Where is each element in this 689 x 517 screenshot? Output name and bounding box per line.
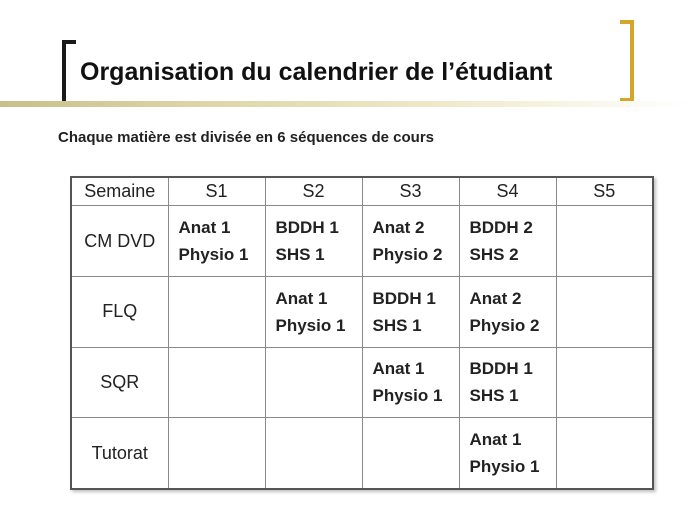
schedule-cell (459, 206, 556, 277)
schedule-table (70, 176, 654, 490)
row-label: SQR (71, 347, 168, 418)
title-underline-rule (0, 101, 689, 107)
slide-title: Organisation du calendrier de l’étudiant (80, 58, 553, 86)
schedule-cell (168, 347, 265, 418)
course-label: Anat 1 (178, 218, 231, 238)
row-label: FLQ (71, 276, 168, 347)
course-label: Anat 1 (372, 359, 425, 379)
schedule-cell (459, 276, 556, 347)
row-label: Tutorat (71, 418, 168, 489)
course-label: Anat 1 (469, 430, 522, 450)
schedule-cell (459, 347, 556, 418)
course-label: Physio 2 (469, 315, 540, 335)
course-label: SHS 1 (275, 245, 325, 265)
course-label: BDDH 1 (275, 218, 339, 238)
header-row (71, 177, 653, 206)
course-label: BDDH 1 (469, 359, 533, 379)
course-label: SHS 1 (372, 315, 422, 335)
schedule-cell (362, 347, 459, 418)
schedule-cell (265, 347, 362, 418)
course-label: SHS 2 (469, 245, 519, 265)
schedule-cell (362, 418, 459, 489)
schedule-cell (265, 276, 362, 347)
schedule-cell (168, 418, 265, 489)
course-label: BDDH 2 (469, 218, 533, 238)
header-cell-s2: S2 (265, 177, 362, 206)
right-bracket-decoration (620, 20, 634, 102)
table-row (71, 418, 653, 489)
left-bracket-decoration (62, 40, 76, 106)
schedule-cell (556, 206, 653, 277)
course-label: Physio 1 (469, 457, 540, 477)
course-label: Physio 1 (372, 386, 443, 406)
header-cell-s3: S3 (362, 177, 459, 206)
course-label: Physio 1 (275, 315, 346, 335)
header-cell-s5: S5 (556, 177, 653, 206)
schedule-cell (168, 276, 265, 347)
course-label: Physio 2 (372, 245, 443, 265)
header-cell-s4: S4 (459, 177, 556, 206)
schedule-cell (362, 276, 459, 347)
schedule-cell (556, 418, 653, 489)
course-label: SHS 1 (469, 386, 519, 406)
schedule-cell (459, 418, 556, 489)
row-label: CM DVD (71, 206, 168, 277)
course-label: Anat 1 (275, 288, 328, 308)
header-cell-semaine: Semaine (71, 177, 168, 206)
course-label: Physio 1 (178, 245, 249, 265)
table-row (71, 206, 653, 277)
course-label: Anat 2 (372, 218, 425, 238)
table-row (71, 276, 653, 347)
schedule-cell (265, 206, 362, 277)
table-row (71, 347, 653, 418)
course-label: Anat 2 (469, 288, 522, 308)
schedule-cell (168, 206, 265, 277)
schedule-cell (556, 347, 653, 418)
header-cell-s1: S1 (168, 177, 265, 206)
course-label: BDDH 1 (372, 288, 436, 308)
schedule-cell (556, 276, 653, 347)
schedule-cell (265, 418, 362, 489)
schedule-cell (362, 206, 459, 277)
slide-subtitle: Chaque matière est divisée en 6 séquences de cours (58, 129, 434, 146)
